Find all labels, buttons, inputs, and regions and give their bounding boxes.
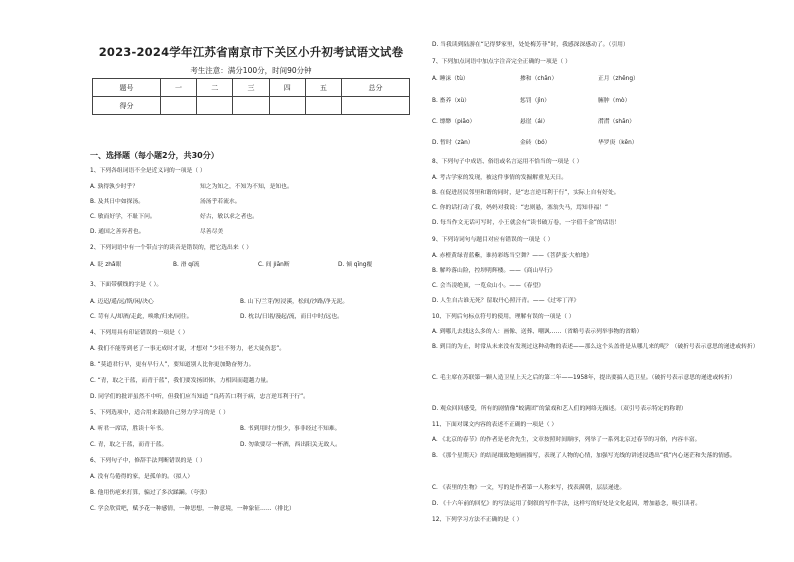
option: C. 苛有人/却酒/走此，唤歌/归来/同往。 [90,314,193,320]
score-cell: 五 [305,79,341,97]
option: D. 每当作文无话可写时，小王就会有“读书破万卷，一字值千金”的话语！ [432,220,621,226]
score-cell: 题号 [93,79,161,97]
score-cell: 四 [269,79,305,97]
question-stem: 9、下列诗词句与题目对应有错误的一项是（ ） [432,237,554,243]
option: D. 暂时（zàn） [432,140,474,146]
option: D. 通国之善弈者也。 [90,229,145,235]
option: A. 眨 zhǎ眼 [90,262,122,268]
option: D. 勿欲要尽一杯酒，西出阳关无故人。 [240,442,341,448]
option: 惩罚（jìn） [520,98,551,104]
question-stem: 11、下面对课文内容的表述不正确的一项是（ ） [432,422,558,428]
option: C. 毛主席在苏联第一颗人造卫星上天之后的第二年——1958年，提出要搞人造卫星。（破折号表示意思的递进或转折） [432,375,736,381]
question-stem: 2、下列词语中有一个带点字的读音是错误的，把它选出来（ ） [90,245,253,251]
option: 汤汤乎若流水。 [200,199,241,205]
option: C. 会当凌绝顶，一览众山小。——《春望》 [432,283,545,289]
option: C. 学会欣赏吧，赋予花一种感情，一种思想，一种意境，一种象征……（排比） [90,506,295,512]
option: A. 赤橙黄绿青蓝紫，谁持彩练当空舞？——《菩萨蛮·大柏地》 [432,253,593,259]
question-stem: 8、下列句子中成语、俗语或名言运用不恰当的一项是（ ） [432,159,583,165]
option: B. 解吟落山险，控坝明辉楼。——《商山早行》 [432,268,556,274]
option: A. 到哪儿去找这么多的人：画像、送葬、嘲讽……（省略号表示列举事物的省略） [432,329,643,335]
option: B. 畜养（xù） [432,98,470,104]
question-stem: 5、下列选项中，适合用来鼓励自己努力学习的是（ ） [90,410,229,416]
option: B. 山下/兰芽/短浸溪，松间/沙路/净无泥。 [240,299,349,305]
question-stem: 10、下列后句标点符号的使用，理解有误的一项是（ ） [432,314,575,320]
option: B. 书到用时方恨少，事非经过不知难。 [240,426,341,432]
question-stem: 1、下列各组词语不全是近义词的一项是（ ） [90,168,206,174]
option: B. 滑 qí流 [173,262,200,268]
option: D. 枕以/日诸/漫起/流，而日中时/远也。 [240,314,343,320]
score-cell-empty[interactable] [342,97,410,115]
question-stem: 4、下列用具有印证错误的一项是（ ） [90,330,189,336]
option: 金砖（bó） [520,140,551,146]
option: D. 人生自古谁无死？留取丹心照汗青。——《过零丁洋》 [432,298,580,304]
score-row-label: 得分 [93,97,161,115]
option: 掺和（chān） [520,76,558,82]
option: B. 他用伤疤来打算，骗过了多次蹂躏。（夸张） [90,490,211,496]
option: 知之为知之，不知为不知，是知也。 [200,184,293,190]
option: C. 间 jiān断 [258,262,290,268]
question-stem: 7、下列加点词语中加点字注音完全正确的一项是（ ） [432,59,571,65]
exam-title: 2023-2024学年江苏省南京市下关区小升初考试语文试卷 [98,45,404,59]
score-cell-empty[interactable] [269,97,305,115]
option: B. “莫道君行早，更有早行人”，要知道别人比你更加勤奋努力。 [90,362,255,368]
option: 好古，敏以求之者也。 [200,214,258,220]
option: D. 《十六年前的回忆》的写法运用了倒叙的写作手法，这样写的好处是文化起因，增加悬念，吸引读者。 [432,501,702,507]
score-table-row [93,97,410,115]
option: B. 在促进居民邻里和谐的同时，是“忠言逆耳利于行”，实际上自有好处。 [432,190,620,196]
score-cell: 一 [160,79,196,97]
exam-subtitle: 考生注意：满分100分，时间90分钟 [190,66,312,75]
option: C. 《表里的生物》一文，写的是作者第一人称来写，找表满朝，层层递进。 [432,485,626,491]
score-cell: 总分 [342,79,410,97]
option: A. 睡沫（tù） [432,76,469,82]
option: D. 当我读到陆游在“记得梦家里，处处梅芳菲”时，我感深深感动了。（引用） [432,42,629,48]
score-cell: 三 [233,79,269,97]
score-table [92,78,410,115]
option: 正月（zhēng） [598,76,639,82]
option: A. 没有鸟倦得的家，是孤单的。（拟人） [90,474,194,480]
option: A. 听君一席话，胜读十年书。 [90,426,168,432]
option: 华罗庚（kēn） [598,140,638,146]
option: B. 《那个星期天》的结尾细致地刻画描写，表现了人物的心情，加强写光线的讲述浸透出“我”内心迷茫和失落的情感。 [432,453,736,459]
score-table-header-row [93,79,410,97]
option: A. 我们不能等到老了一事无成时才说，才想对 “少壮不努力，老大徒伤悲”。 [90,346,286,352]
option: A. 《北京的春节》的作者是老舍先生，文章按照时间顺序，列举了一系列北京过春节的习俗，内容丰富。 [432,437,701,443]
option: B. 及其日中如探汤。 [90,199,145,205]
option: C. 缥缈（piāo） [432,119,476,125]
question-stem: 6、下列句子中，修辞手法判断错误的是（ ） [90,458,206,464]
option: 臃肿（mò） [598,98,631,104]
option: D. 倾 qīng覆 [338,262,373,268]
option: 潸潸（shān） [598,119,636,125]
option: C. “青，取之于蓝，而青于蓝”，我们要发扬团体，力相因而超越力量。 [90,378,272,384]
option: A. 迈迢/遥/远/斯/闲/决心 [90,299,154,305]
option: D. 同学们的批评虽然不中听，但我们应当知道 “良药苦口利于病，忠言逆耳利于行”。 [90,394,309,400]
score-cell: 二 [197,79,233,97]
question-stem: 3、下面带横线的字是（ ）。 [90,282,163,288]
score-cell-empty[interactable] [305,97,341,115]
option: C. 敏而好学，不耻下问。 [90,214,156,220]
score-cell-empty[interactable] [160,97,196,115]
option: A. 孰得孰少时乎？ [90,184,139,190]
option: 悬崖（ái） [520,119,549,125]
question-stem: 12、下列学习方法不正确的是（ ） [432,517,523,523]
option: D. 观众回回感受，所有的剧情像“蛟满团”的蒙戏和艺人们的网络无描述。（双引号表示特定的称谓） [432,406,687,412]
option: C. 你的话打动了我，妈妈对我说：“忠则悬，塞翁失马，焉知非福！” [432,205,609,211]
score-cell-empty[interactable] [197,97,233,115]
option: C. 青，取之于蓝，而青于蓝。 [90,442,168,448]
score-cell-empty[interactable] [233,97,269,115]
option: B. 到目的为止，时常从未来没有发现过这种动物的表述——那么这个头盖骨是从哪儿来的呢？（破折号表示意思的递进或转折） [432,344,759,350]
section-heading: 一、选择题（每小题2分，共30分） [90,151,219,160]
option: A. 考古学家的发现，被这件事情的发掘解重见天日。 [432,175,568,181]
option: 尽善尽美 [200,229,224,235]
